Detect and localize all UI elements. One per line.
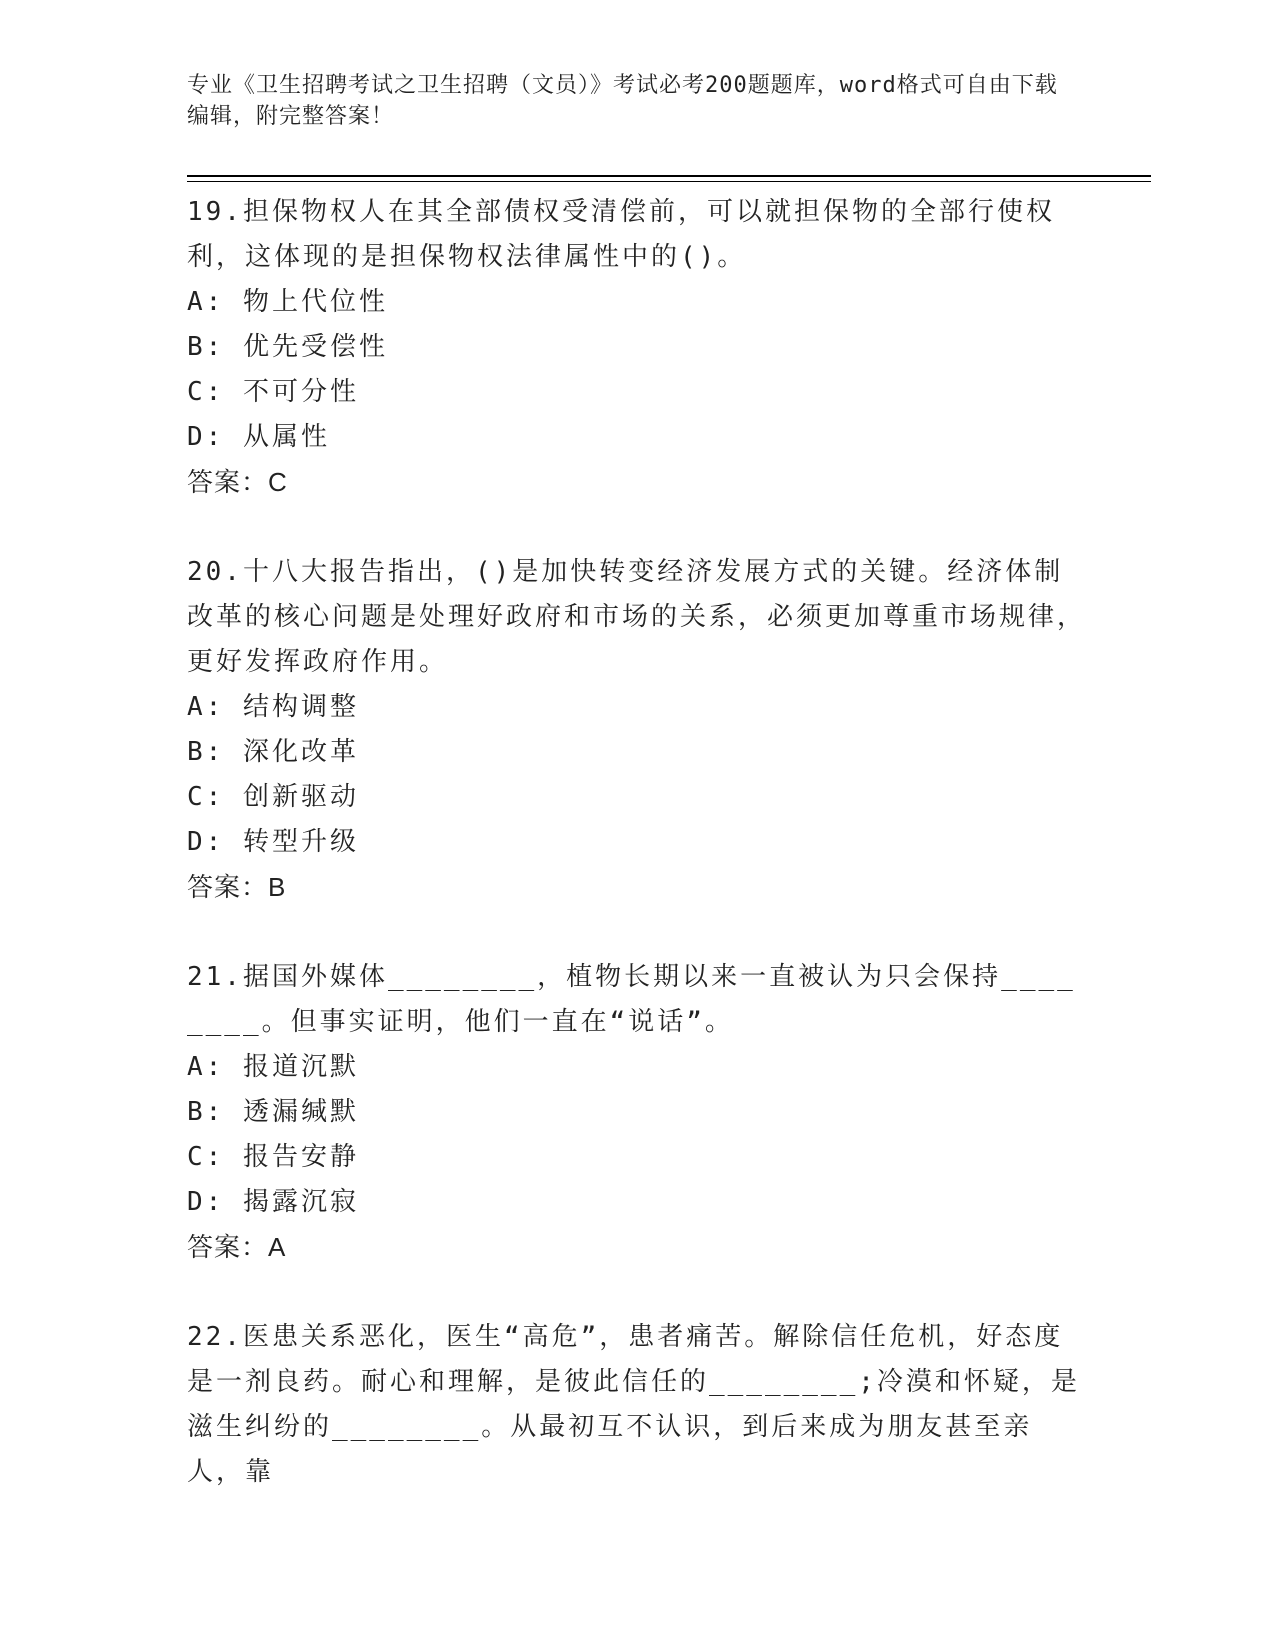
- option-b: B: 透漏缄默: [187, 1097, 359, 1127]
- option-b: B: 深化改革: [187, 737, 359, 767]
- question-text: 20.十八大报告指出，()是加快转变经济发展方式的关键。经济体制改革的核心问题是处理好政府和市场的关系，必须更加尊重市场规律，更好发挥政府作用。: [187, 557, 1087, 677]
- option-d: D: 揭露沉寂: [187, 1187, 359, 1217]
- answer: 答案：A: [187, 1232, 287, 1262]
- question-19: [187, 190, 1087, 505]
- header-divider: [187, 175, 1151, 177]
- header-divider-thin: [187, 181, 1151, 182]
- question-text: 22.医患关系恶化，医生“高危”，患者痛苦。解除信任危机，好态度是一剂良药。耐心和理解，是彼此信任的________;冷漠和怀疑，是滋生纠纷的________。从最初互不认识，到后来成为朋友甚至亲人，靠: [187, 1322, 1080, 1487]
- option-c: C: 创新驱动: [187, 782, 359, 812]
- answer: 答案：C: [187, 467, 288, 497]
- question-21: [187, 955, 1087, 1270]
- option-a: A: 物上代位性: [187, 287, 388, 317]
- option-c: C: 报告安静: [187, 1142, 359, 1172]
- option-c: C: 不可分性: [187, 377, 359, 407]
- document-header: 专业《卫生招聘考试之卫生招聘（文员）》考试必考200题题库，word格式可自由下载编辑，附完整答案！: [187, 73, 1058, 129]
- question-text: 21.据国外媒体________，植物长期以来一直被认为只会保持________。但事实证明，他们一直在“说话”。: [187, 962, 1076, 1037]
- option-b: B: 优先受偿性: [187, 332, 388, 362]
- option-d: D: 转型升级: [187, 827, 359, 857]
- option-d: D: 从属性: [187, 422, 330, 452]
- option-a: A: 报道沉默: [187, 1052, 359, 1082]
- answer: 答案：B: [187, 872, 287, 902]
- option-a: A: 结构调整: [187, 692, 359, 722]
- question-22: [187, 1315, 1087, 1495]
- question-20: [187, 550, 1087, 910]
- question-list: [187, 190, 1087, 1495]
- question-text: 19.担保物权人在其全部债权受清偿前，可以就担保物的全部行使权利，这体现的是担保物权法律属性中的()。: [187, 197, 1055, 272]
